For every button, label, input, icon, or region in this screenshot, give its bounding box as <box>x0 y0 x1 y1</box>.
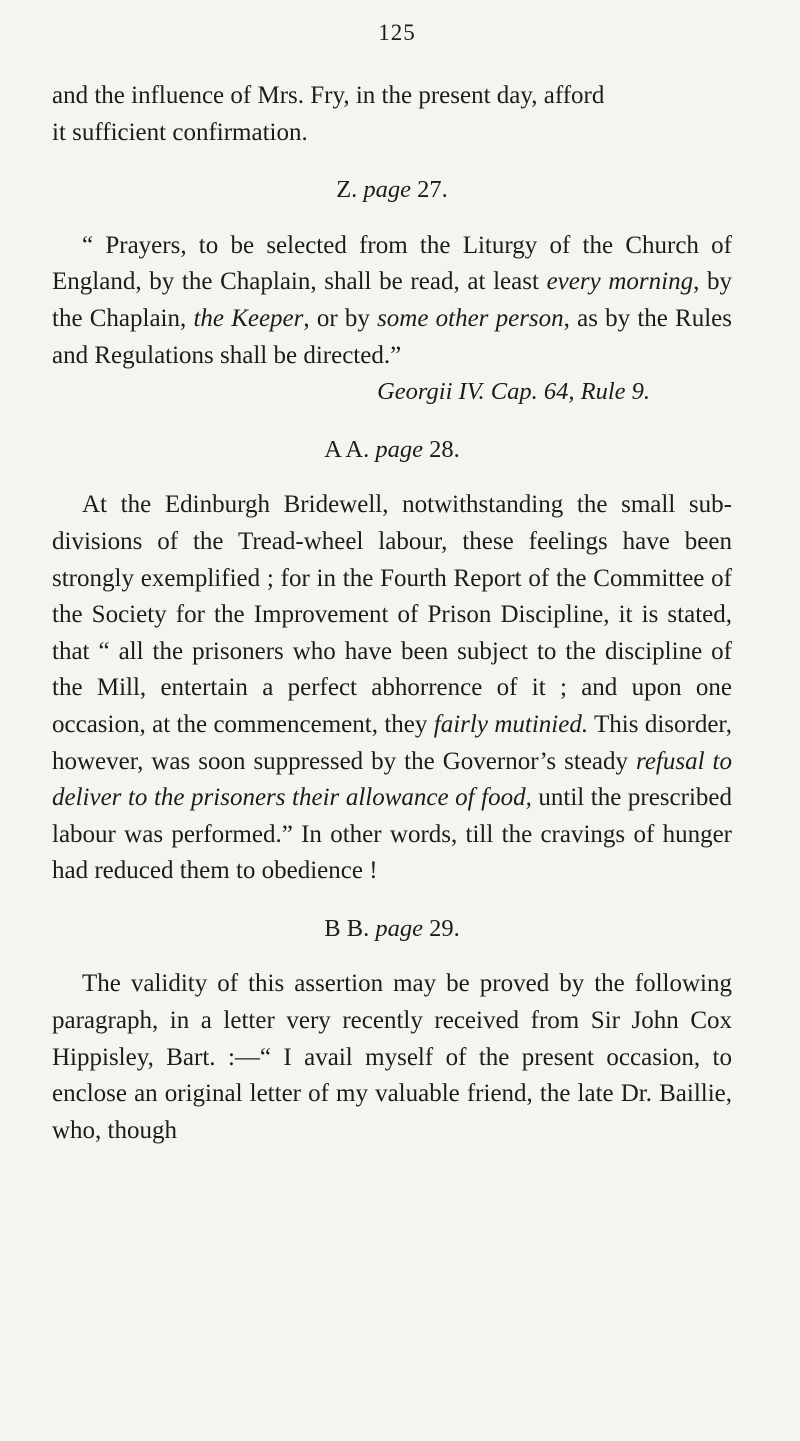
heading-bb-page-word: page <box>375 914 423 942</box>
heading-z-label: Z. <box>336 176 358 204</box>
quote-z-text-1: “ Prayers, to be selected from the Liturgy of the Church of England, by the Chaplain, shall be read, at least <box>52 231 732 296</box>
aa-text-3: until the prescribed labour was performed.” In other words, till the cravings of hunger had reduced them to obedience ! <box>52 784 732 885</box>
quote-z-text-2: , by the Chaplain, <box>52 268 732 332</box>
section-heading-z <box>52 172 732 209</box>
statute-citation: Georgii IV. Cap. 64, Rule 9. <box>377 378 650 406</box>
aa-italic-1: fairly mutinied. <box>433 710 589 738</box>
quote-z-italic-3: some other person <box>377 304 564 332</box>
aa-text-2: This disorder, however, was soon suppressed by the Governor’s steady <box>52 710 733 775</box>
quote-z-paragraph <box>52 228 732 374</box>
heading-aa-page-num: 28. <box>429 435 460 463</box>
quote-z-italic-1: every morning <box>546 268 694 296</box>
quote-z-text-4: , as by the Rules and Regulations shall be directed.” <box>52 304 732 369</box>
heading-z-page-num: 27. <box>417 176 448 204</box>
heading-bb-page-num: 29. <box>429 914 460 942</box>
opening-line-1: and the influence of Mrs. Fry, in the present day, afford <box>52 82 605 109</box>
quote-z-italic-2: the Keeper <box>193 304 304 332</box>
opening-line-2: it sufficient confirmation. <box>52 118 308 146</box>
section-heading-aa <box>52 432 732 469</box>
aa-italic-2: refusal to deliver to the prisoners their allowance of food, <box>52 747 732 812</box>
aa-paragraph <box>52 487 732 890</box>
section-heading-bb <box>52 911 732 948</box>
heading-z-page-word: page <box>363 176 412 204</box>
page-number: 125 <box>378 20 416 45</box>
aa-text-1: At the Edinburgh Bridewell, notwithstanding the small sub-divisions of the Tread-wheel labour, these feelings have been strongly exemplified ; for in the Fourth Report of the Committee of the Society for the Improvement of Prison Discipline, it is stated, that “ all the prisoners who have been subject to the discipline of the Mill, entertain a perfect abhorrence of it ; and upon one occasion, at the commencement, they <box>52 491 732 738</box>
bb-paragraph: The validity of this assertion may be proved by the following paragraph, in a letter very recently received from Sir John Cox Hippisley, Bart. :—“ I avail myself of the present occasion, to enclose an original letter of my valuable friend, the late Dr. Baillie, who, though <box>52 970 732 1144</box>
opening-paragraph <box>52 78 732 151</box>
heading-bb-label: B B. <box>324 914 370 942</box>
heading-aa-page-word: page <box>375 435 423 463</box>
heading-aa-label: A A. <box>324 435 370 463</box>
quote-z-text-3: , or by <box>303 304 378 332</box>
document-page <box>52 20 732 1420</box>
